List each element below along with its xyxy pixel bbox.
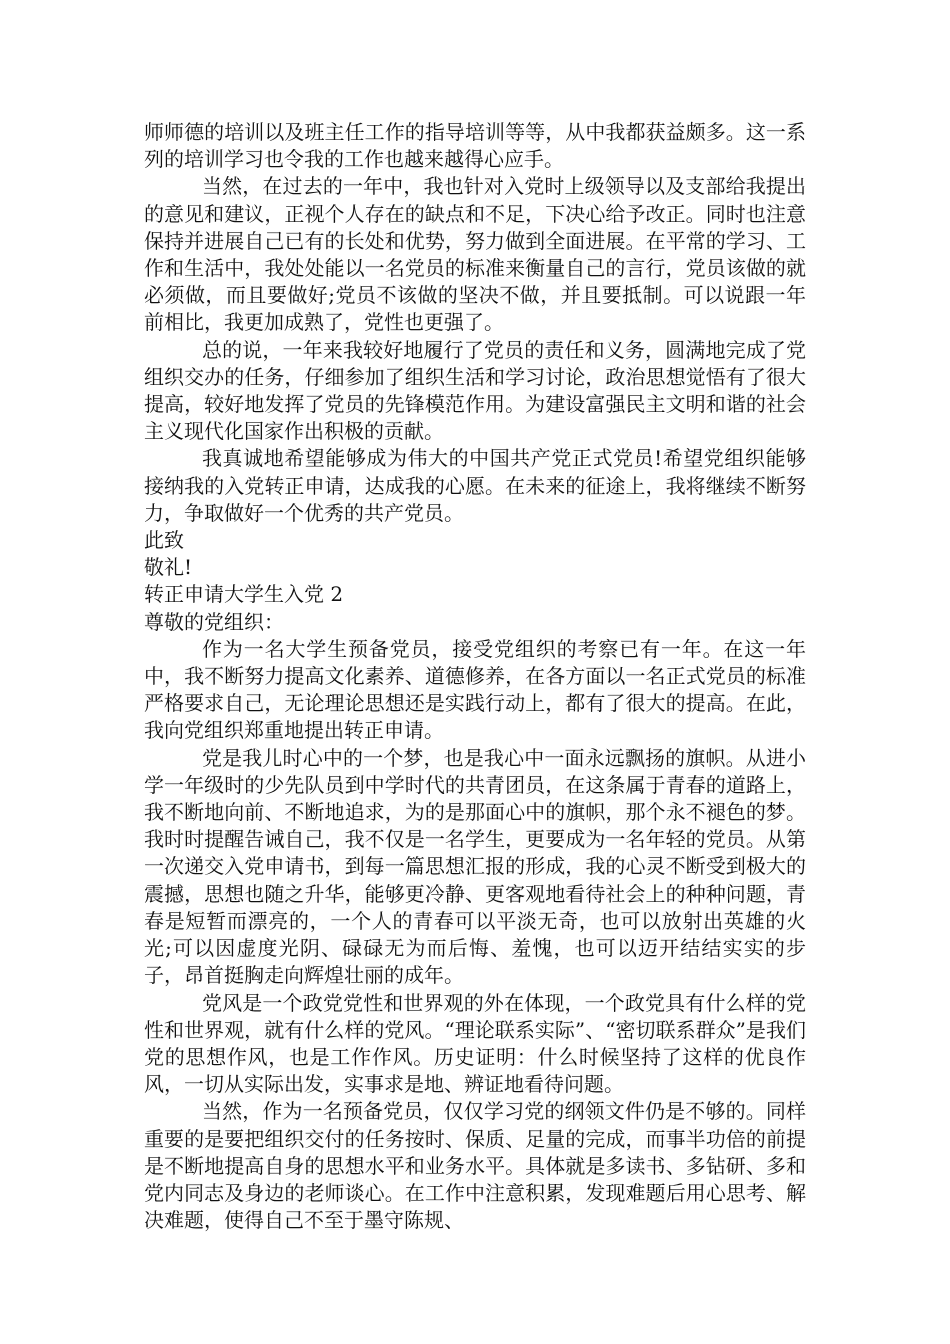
closing-line-1: 此致 xyxy=(144,528,184,553)
paragraph-dream: 党是我儿时心中的一个梦，也是我心中一面永远飘扬的旗帜。从进小学一年级时的少先队员到中学时代的共青团员，在这条属于青春的道路上，我不断地向前、不断地追求，为的是那面心中的旗帜，那个永不褪色的梦。我时时提醒告诫自己，我不仅是一名学生，更要成为一名年轻的党员。从第一次递交入党申请书，到每一篇思想汇报的形成，我的心灵不断受到极大的震撼，思想也随之升华，能够更冷静、更客观地看待社会上的种种问题，青春是短暂而漂亮的，一个人的青春可以平淡无奇，也可以放射出英雄的火光;可以因虚度光阴、碌碌无为而后悔、羞愧，也可以迈开结结实实的步子，昂首挺胸走向辉煌壮丽的成年。 xyxy=(144,745,806,988)
closing-line-2: 敬礼! xyxy=(144,555,193,580)
section-heading: 转正申请大学生入党 2 xyxy=(144,582,344,607)
paragraph-party-style: 党风是一个政党党性和世界观的外在体现，一个政党具有什么样的党性和世界观，就有什么样的党风。“理论联系实际”、“密切联系群众”是我们党的思想作风，也是工作作风。历史证明：什么时候坚持了这样的优良作风，一切从实际出发，实事求是地、辨证地看待问题。 xyxy=(144,990,806,1097)
paragraph-summary: 总的说，一年来我较好地履行了党员的责任和义务，圆满地完成了党组织交办的任务，仔细参加了组织生活和学习讨论，政治思想觉悟有了很大提高，较好地发挥了党员的先锋模范作用。为建设富强民主文明和谐的社会主义现代化国家作出积极的贡献。 xyxy=(144,337,806,444)
document-body xyxy=(144,119,806,1234)
paragraph-self-improvement: 当然，在过去的一年中，我也针对入党时上级领导以及支部给我提出的意见和建议，正视个人存在的缺点和不足，下决心给予改正。同时也注意保持并进展自己已有的长处和优势，努力做到全面进展。在平常的学习、工作和生活中，我处处能以一名党员的标准来衡量自己的言行，党员该做的就必须做，而且要做好;党员不该做的坚决不做，并且要抵制。可以说跟一年前相比，我更加成熟了，党性也更强了。 xyxy=(144,174,806,335)
paragraph-hope: 我真诚地希望能够成为伟大的中国共产党正式党员!希望党组织能够接纳我的入党转正申请，达成我的心愿。在未来的征途上，我将继续不断努力，争取做好一个优秀的共产党员。 xyxy=(144,446,806,525)
salutation: 尊敬的党组织： xyxy=(144,609,284,634)
paragraph-study: 当然，作为一名预备党员，仅仅学习党的纲领文件仍是不够的。同样重要的是要把组织交付的任务按时、保质、足量的完成，而事半功倍的前提是不断地提高自身的思想水平和业务水平。具体就是多读书、多钻研、多和党内同志及身边的老师谈心。在工作中注意积累，发现难题后用心思考、解决难题，使得自己不至于墨守陈规、 xyxy=(144,1099,806,1233)
paragraph-continuation: 师师德的培训以及班主任工作的指导培训等等，从中我都获益颇多。这一系列的培训学习也令我的工作也越来越得心应手。 xyxy=(144,120,806,172)
paragraph-intro: 作为一名大学生预备党员，接受党组织的考察已有一年。在这一年中，我不断努力提高文化素养、道德修养，在各方面以一名正式党员的标准严格要求自己，无论理论思想还是实践行动上，都有了很大的提高。在此，我向党组织郑重地提出转正申请。 xyxy=(144,636,806,743)
